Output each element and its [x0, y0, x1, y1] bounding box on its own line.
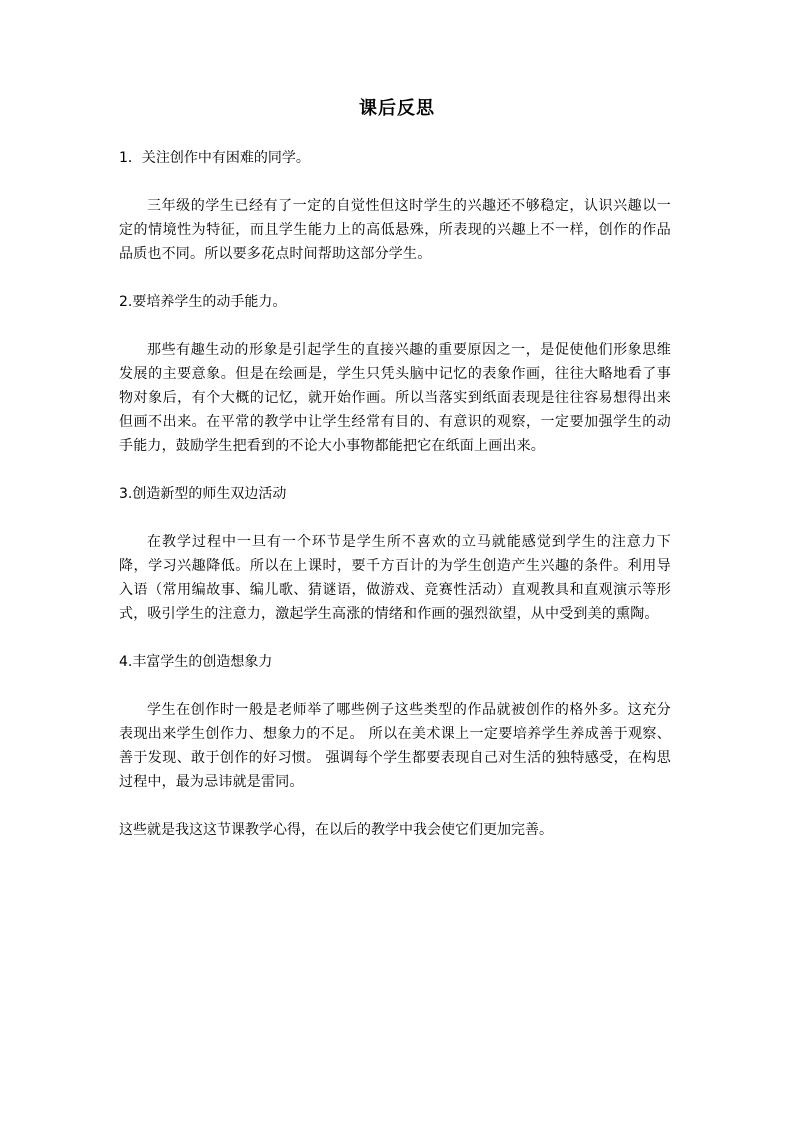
section-paragraph-3: 在教学过程中一旦有一个环节是学生所不喜欢的立马就能感觉到学生的注意力下降，学习兴趣降低。所以在上课时，要千方百计的为学生创造产生兴趣的条件。利用导入语（常用编故事、编儿歌、猜谜语，做游戏、竞赛性活动）直观教具和直观演示等形式，吸引学生的注意力，激起学生高涨的情绪和作画的强烈欲望，从中受到美的熏陶。: [119, 534, 671, 622]
document-body: [119, 146, 671, 842]
section-heading-3: 3.创造新型的师生双边活动: [119, 486, 287, 502]
section-paragraph-1: 三年级的学生已经有了一定的自觉性但这时学生的兴趣还不够稳定，认识兴趣以一定的情境性为特征，而且学生能力上的高低悬殊，所表现的兴趣上不一样，创作的作品品质也不同。所以要多花点时间帮助这部分学生。: [119, 198, 671, 262]
section-paragraph-4: 学生在创作时一般是老师举了哪些例子这些类型的作品就被创作的格外多。这充分表现出来学生创作力、想象力的不足。 所以在美术课上一定要培养学生养成善于观察、善于发现、敢于创作的好习惯。 强调每个学生都要表现自己对生活的独特感受，在构思过程中，最为忌讳就是雷同。: [119, 702, 671, 790]
section-heading-1: 1．关注创作中有困难的同学。: [119, 150, 310, 166]
closing-paragraph: 这些就是我这这节课教学心得，在以后的教学中我会使它们更加完善。: [119, 822, 553, 838]
section-heading-2: 2.要培养学生的动手能力。: [119, 294, 287, 310]
page-title: 课后反思: [359, 98, 435, 119]
section-paragraph-2: 那些有趣生动的形象是引起学生的直接兴趣的重要原因之一，是促使他们形象思维发展的主要意象。但是在绘画是，学生只凭头脑中记忆的表象作画，往往大略地看了事物对象后，有个大概的记忆，就开始作画。所以当落实到纸面表现是往往容易想得出来但画不出来。在平常的教学中让学生经常有目的、有意识的观察，一定要加强学生的动手能力，鼓励学生把看到的不论大小事物都能把它在纸面上画出来。: [119, 342, 671, 454]
section-heading-4: 4.丰富学生的创造想象力: [119, 654, 273, 670]
